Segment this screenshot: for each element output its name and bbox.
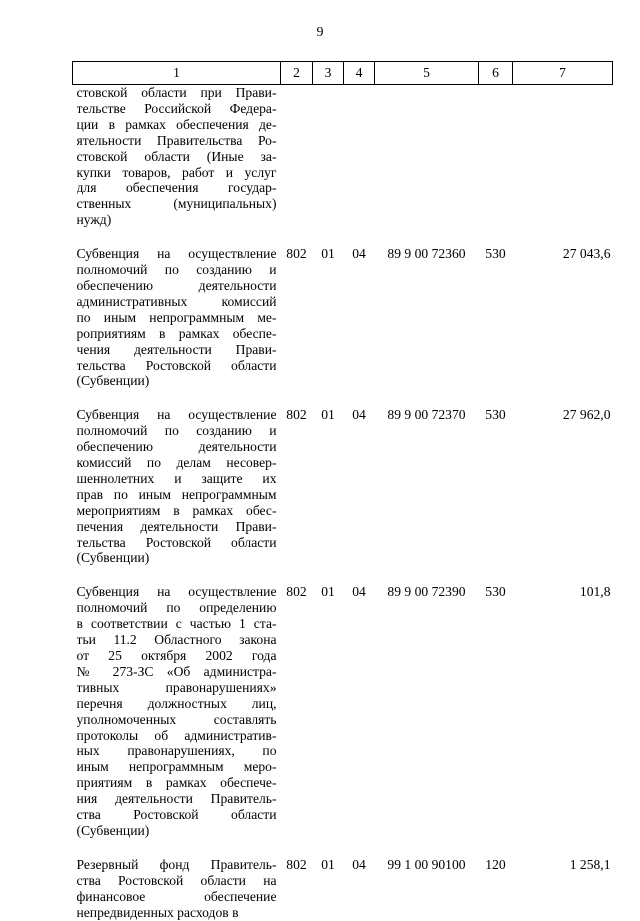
subsection-code: 04 (352, 246, 366, 262)
description-line: непредвиденных расходов в (76, 904, 239, 920)
column-header: 1 (73, 62, 281, 85)
description-line: ства Ростовской области на (76, 872, 277, 888)
column-header: 5 (375, 62, 479, 85)
description-line: ции в рамках обеспечения де- (76, 116, 277, 132)
subsection-code: 04 (352, 407, 366, 423)
table-row (73, 584, 613, 839)
target-article-code: 89 9 00 72390 (387, 584, 466, 600)
description-line: Резервный фонд Правитель- (76, 856, 277, 872)
column-header: 2 (281, 62, 313, 85)
row-spacer (73, 228, 613, 246)
expense-type-code: 530 (485, 246, 506, 262)
section-code: 01 (321, 246, 335, 262)
description-line: приятиям в рамках обеспече- (76, 775, 277, 791)
budget-table (72, 61, 613, 921)
description-line: ятельности Правительства Ро- (76, 132, 277, 148)
row-spacer-cell (73, 389, 613, 407)
description-line: (Субвенции) (76, 822, 150, 838)
row-spacer (73, 389, 613, 407)
expense-description (73, 85, 281, 229)
description-line: чения деятельности Прави- (76, 341, 277, 357)
description-line: тьи 11.2 Областного закона (76, 632, 277, 648)
expense-type-code: 530 (485, 407, 506, 423)
section-code: 01 (321, 584, 335, 600)
column-header: 3 (313, 62, 344, 85)
description-line: полномочий по определению (76, 600, 277, 616)
column-header: 6 (479, 62, 513, 85)
description-line: нужд) (76, 212, 112, 228)
section-code: 01 (321, 856, 335, 872)
table-header-row (73, 62, 613, 85)
description-line: обеспечению деятельности (76, 277, 277, 293)
description-line: печения деятельности Прави- (76, 518, 277, 534)
amount-value: 27 962,0 (562, 407, 611, 423)
description-line: иным непрограммным меро- (76, 759, 277, 775)
description-line: уполномоченных составлять (76, 711, 277, 727)
description-line: прав по иным непрограммным (76, 486, 277, 502)
ministry-code: 802 (286, 407, 307, 423)
row-spacer-cell (73, 839, 613, 857)
subsection-code: 04 (352, 856, 366, 872)
description-line: роприятиям в рамках обеспе- (76, 325, 277, 341)
description-line: Субвенция на осуществление (76, 407, 277, 423)
table-row (73, 85, 613, 229)
table-row (73, 857, 613, 921)
ministry-code: 802 (286, 584, 307, 600)
table-body (73, 85, 613, 921)
description-line: Субвенция на осуществление (76, 246, 277, 262)
description-line: для обеспечения государ- (76, 180, 277, 196)
description-line: стовской области при Прави- (76, 85, 277, 100)
description-line: финансовое обеспечение (76, 888, 277, 904)
description-line: комиссий по делам несовер- (76, 455, 277, 471)
description-line: по иным непрограммным ме- (76, 309, 277, 325)
description-line: (Субвенции) (76, 373, 150, 389)
row-spacer (73, 566, 613, 584)
column-header: 4 (344, 62, 375, 85)
description-line: полномочий по созданию и (76, 262, 277, 278)
description-line: шеннолетних и защите их (76, 470, 277, 486)
description-line: тельства Ростовской области (76, 357, 277, 373)
section-code: 01 (321, 407, 335, 423)
ministry-code: 802 (286, 856, 307, 872)
ministry-code: 802 (286, 246, 307, 262)
row-spacer-cell (73, 228, 613, 246)
target-article-code: 99 1 00 90100 (387, 856, 466, 872)
target-article-code: 89 9 00 72370 (387, 407, 466, 423)
row-spacer (73, 839, 613, 857)
ministry-code (281, 85, 313, 229)
target-article-code (375, 85, 479, 229)
column-header: 7 (513, 62, 613, 85)
description-line: полномочий по созданию и (76, 423, 277, 439)
description-line: тивных правонарушениях» (76, 679, 277, 695)
description-line: тельстве Российской Федера- (76, 100, 277, 116)
amount-value: 27 043,6 (562, 246, 611, 262)
description-line: купки товаров, работ и услуг (76, 164, 277, 180)
description-line: ственных (муниципальных) (76, 196, 277, 212)
description-line: (Субвенции) (76, 550, 150, 566)
description-line: в соответствии с частью 1 ста- (76, 616, 277, 632)
expense-description (73, 584, 281, 839)
subsection-code (344, 85, 375, 229)
description-line: Субвенция на осуществление (76, 584, 277, 600)
expense-description (73, 246, 281, 389)
section-code (313, 85, 344, 229)
description-line: обеспечению деятельности (76, 439, 277, 455)
description-line: мероприятиям в рамках обес- (76, 502, 277, 518)
table-row (73, 246, 613, 389)
expense-type-code: 120 (485, 856, 506, 872)
amount-value (513, 85, 613, 229)
expense-description (73, 857, 281, 921)
description-line: ных правонарушениях, по (76, 743, 277, 759)
target-article-code: 89 9 00 72360 (387, 246, 466, 262)
row-spacer-cell (73, 566, 613, 584)
description-line: стовской области (Иные за- (76, 148, 277, 164)
expense-type-code: 530 (485, 584, 506, 600)
description-line: ния деятельности Правитель- (76, 791, 277, 807)
table-row (73, 407, 613, 566)
description-line: протоколы об административ- (76, 727, 277, 743)
description-line: № 273-ЗС «Об администра- (76, 663, 277, 679)
description-line: перечня должностных лиц, (76, 695, 277, 711)
expense-type-code (479, 85, 513, 229)
description-line: от 25 октября 2002 года (76, 648, 277, 663)
description-line: административных комиссий (76, 293, 277, 309)
description-line: тельства Ростовской области (76, 534, 277, 550)
expense-description (73, 407, 281, 566)
page-number: 9 (316, 25, 324, 40)
description-line: ства Ростовской области (76, 807, 277, 823)
subsection-code: 04 (352, 584, 366, 600)
amount-value: 1 258,1 (569, 856, 611, 872)
amount-value: 101,8 (579, 584, 611, 600)
